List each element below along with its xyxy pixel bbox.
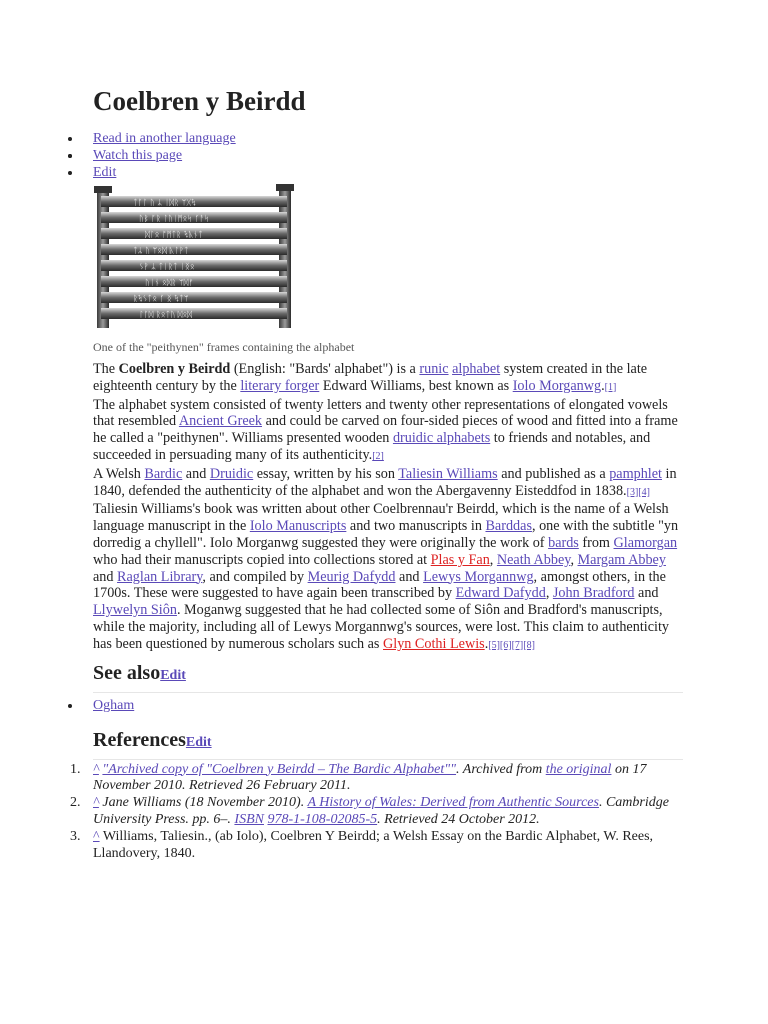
- link-neath-abbey[interactable]: Neath Abbey: [496, 551, 571, 568]
- figure-caption: One of the "peithynen" frames containing the alphabet: [93, 340, 355, 354]
- link-iolo-morganwg[interactable]: Iolo Morganwg: [512, 377, 602, 394]
- reference-backlink[interactable]: ^: [93, 828, 100, 844]
- peithynen-glyphs: ᛚᚪᛞ ᚱᛟᛏᚢ ᛞᛟᛞ: [139, 310, 193, 319]
- link-druidic-alphabets[interactable]: druidic alphabets: [392, 430, 491, 447]
- reference-item: 1. ^ "Archived copy of "Coelbren y Beirdd – The Bardic Alphabet"". Archived from the original on 17 November 2010. Retrieved 26 February 2011.: [70, 761, 647, 794]
- citation-5[interactable]: [5]: [488, 639, 500, 651]
- citation-6[interactable]: [6]: [499, 639, 512, 651]
- link-iolo-manuscripts[interactable]: Iolo Manuscripts: [249, 518, 347, 535]
- link-druidic[interactable]: Druidic: [209, 465, 254, 482]
- peithynen-glyphs: ᚢᛒ ᚪᚱ ᛚᚢᛁᛗᛟᛋ ᚴᚨᛋ: [139, 214, 210, 223]
- edit-link[interactable]: Edit: [93, 165, 117, 180]
- reference-item: 3. ^ Williams, Taliesin., (ab Iolo), Coelbren Y Beirdd; a Welsh Essay on the Bardic Alphabet, W. Rees, Llandovery, 1840.: [70, 828, 654, 861]
- see-also-edit-link[interactable]: Edit: [160, 667, 186, 683]
- reference-original-link[interactable]: the original: [545, 761, 612, 777]
- article: [70, 84, 683, 862]
- reference-isbn-link[interactable]: ISBN: [234, 811, 264, 827]
- link-barddas[interactable]: Barddas: [485, 518, 532, 535]
- peithynen-rod: [101, 276, 287, 287]
- reference-backlink[interactable]: ^: [93, 795, 99, 811]
- paragraph-essay: A Welsh Bardic and Druidic essay, written by his son Taliesin Williams and published as a pamphlet in 1840, defended the authenticity of the alphabet and won the Abergavenny Eisteddfod in 1838.[3][4]: [93, 465, 677, 499]
- link-plas-y-fan[interactable]: Plas y Fan: [430, 551, 490, 568]
- reference-book-link[interactable]: A History of Wales: Derived from Authentic Sources: [307, 795, 599, 811]
- link-bards[interactable]: bards: [548, 534, 579, 551]
- reference-title-link[interactable]: "Archived copy of "Coelbren y Beirdd – The Bardic Alphabet"": [102, 761, 457, 777]
- peithynen-rod: [101, 308, 287, 319]
- peithynen-glyphs: ᚱᛪᛊᛏᛟ ᚴ ᛝ ᛪᛏᛘ: [133, 294, 189, 303]
- peithynen-glyphs: ᛞᛚᛟ ᚩᛗᛏᚱ ᛪᚣᚾᛏ: [145, 230, 203, 239]
- page-title: Coelbren y Beirdd: [93, 86, 306, 116]
- read-another-language-link[interactable]: Read in another language: [93, 131, 236, 146]
- link-taliesin-williams[interactable]: Taliesin Williams: [398, 465, 498, 482]
- reference-number: 2.: [70, 795, 81, 811]
- paragraph-manuscripts: Taliesin Williams's book was written about other Coelbrennau'r Beirdd, which is the name of a Welsh language manuscript in the Iolo Manuscripts and two manuscripts in Barddas, one with the subtitle "yn dorredig a chyllell". Iolo Morganwg suggested they were originally the work of bards from Glamorgan who had their manuscripts copied into collections stored at Plas y Fan, Neath Abbey, Margam Abbey and Raglan Library, and compiled by Meurig Dafydd and Lewys Morgannwg, amongst others, in the 1700s. These were suggested to have again been transcribed by Edward Dafydd, John Bradford and Llywelyn Siôn. Moganwg suggested that he had collected some of Siôn and Bradford's manuscripts, while the majority, including all of Lewys Morgannwg's sources, were lost. This claim to authenticity has been questioned by numerous scholars such as Glyn Cothi Lewis.[5][6][7][8]: [93, 501, 679, 652]
- link-meurig-dafydd[interactable]: Meurig Dafydd: [307, 568, 396, 585]
- citation-4[interactable]: [4]: [638, 486, 650, 498]
- peithynen-glyphs: ᛏᚪᛚ ᚢ ᛦ ᛁᛞᚱ ᛘᚷᛪ: [133, 198, 196, 207]
- references-edit-link[interactable]: Edit: [185, 734, 212, 750]
- peithynen-glyphs: ᛊᚹ ᛦ ᛏᛁᚱᛏ ᛁᛝᛟ: [139, 262, 195, 271]
- action-item: [93, 164, 683, 181]
- link-john-bradford[interactable]: John Bradford: [552, 585, 635, 602]
- reference-number: 1.: [70, 761, 81, 777]
- link-bardic[interactable]: Bardic: [144, 465, 183, 482]
- article-body: [93, 361, 683, 655]
- link-ancient-greek[interactable]: Ancient Greek: [178, 413, 263, 430]
- citation-2[interactable]: [2]: [372, 450, 384, 462]
- link-glyn-cothi-lewis[interactable]: Glyn Cothi Lewis: [383, 635, 485, 652]
- link-runic[interactable]: runic: [419, 361, 449, 377]
- see-also-list: [93, 697, 683, 714]
- citation-1[interactable]: [1]: [604, 381, 617, 393]
- references-heading: ReferencesEdit: [93, 726, 683, 760]
- action-item: [93, 147, 683, 164]
- peithynen-rod: [101, 244, 287, 255]
- link-alphabet[interactable]: alphabet: [452, 361, 501, 377]
- reference-item: 2. ^ Jane Williams (18 November 2010). A History of Wales: Derived from Authentic Sources. Cambridge University Press. pp. 6–. ISBN 978-1-108-02085-5. Retrieved 24 October 2012.: [70, 795, 669, 827]
- reference-number: 3.: [70, 828, 81, 844]
- peithynen-figure: [93, 184, 683, 355]
- link-llywelyn-sion[interactable]: Llywelyn Siôn: [93, 602, 177, 619]
- action-item: [93, 130, 683, 147]
- link-ogham[interactable]: Ogham: [93, 697, 135, 713]
- link-pamphlet[interactable]: pamphlet: [609, 465, 662, 482]
- list-item: [93, 697, 683, 714]
- citation-8[interactable]: [8]: [523, 639, 535, 651]
- citation-3[interactable]: [3]: [626, 486, 639, 498]
- link-edward-dafydd[interactable]: Edward Dafydd: [455, 585, 546, 602]
- peithynen-glyphs: ᛏᛦ ᚢ ᛘᛟᛞ ᚣᛚᚹᛏ: [133, 246, 189, 255]
- watch-page-link[interactable]: Watch this page: [93, 148, 183, 163]
- references-list: [70, 761, 683, 863]
- reference-backlink[interactable]: ^: [93, 761, 99, 777]
- link-literary-forger[interactable]: literary forger: [240, 377, 320, 394]
- citation-7[interactable]: [7]: [511, 639, 524, 651]
- paragraph-intro: The Coelbren y Beirdd (English: "Bards' alphabet") is a runic alphabet system created in the late eighteenth century by the literary forger Edward Williams, best known as Iolo Morganwg.[1]: [93, 361, 648, 394]
- link-raglan-library[interactable]: Raglan Library: [117, 568, 203, 585]
- reference-isbn-number-link[interactable]: 978-1-108-02085-5: [267, 811, 378, 827]
- paragraph-system: The alphabet system consisted of twenty letters and twenty other representations of elongated vowels that resembled Ancient Greek and could be carved on four-sided pieces of wood and fitted into a frame he called a "peithynen". Williams presented wooden druidic alphabets to friends and notables, and succeeded in persuading many of its authenticity.[2]: [93, 396, 678, 463]
- link-margam-abbey[interactable]: Margam Abbey: [577, 551, 666, 568]
- peithynen-glyphs: ᚢᛁᚾ ᛟᛞᚱ ᛘᛞᚠ: [145, 278, 194, 287]
- link-glamorgan[interactable]: Glamorgan: [613, 534, 678, 551]
- page-actions: [93, 130, 683, 181]
- see-also-heading: See alsoEdit: [93, 659, 683, 693]
- link-lewys-morgannwg[interactable]: Lewys Morgannwg: [423, 568, 534, 585]
- peithynen-image[interactable]: [93, 184, 305, 332]
- peithynen-rod: [101, 292, 287, 303]
